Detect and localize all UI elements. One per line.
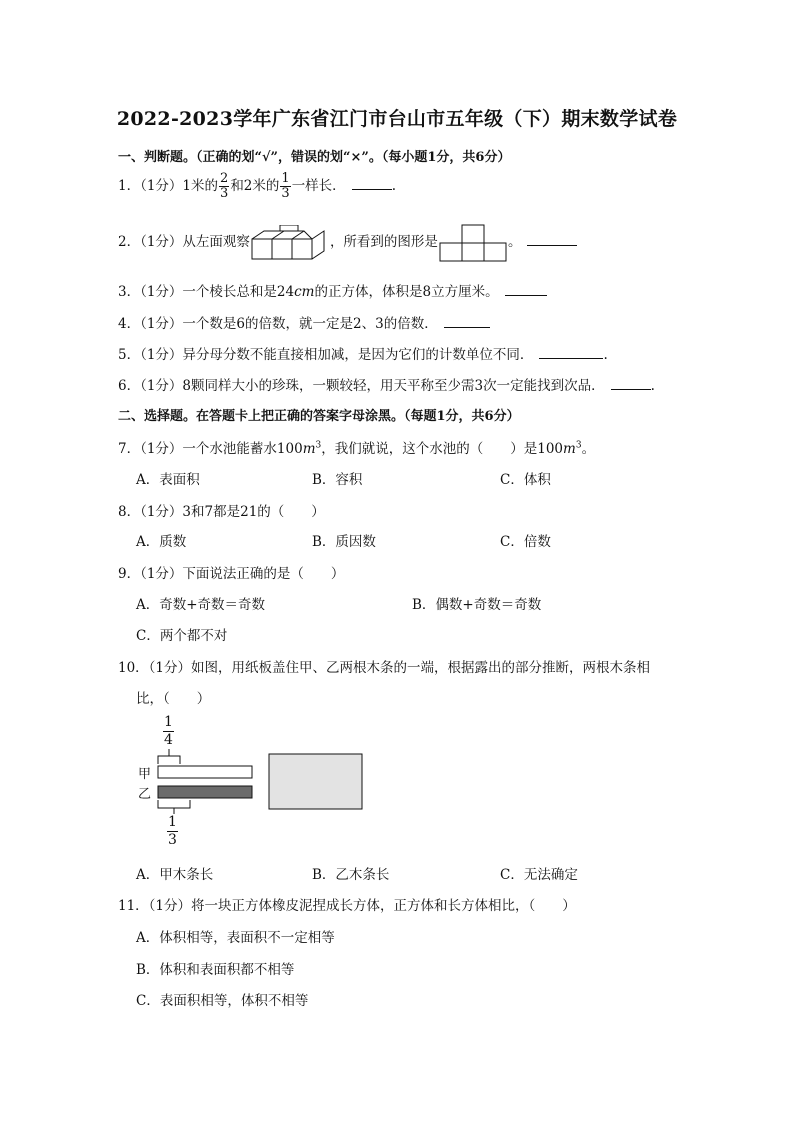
q8-option-c[interactable]: C．倍数: [500, 534, 551, 550]
q10-option-c[interactable]: C．无法确定: [500, 867, 578, 883]
question-5: 5．（1分）异分母分数不能直接相加减，是因为它们的计数单位不同． .: [118, 347, 608, 363]
fraction-2-3: $\frac{2}{3}$: [220, 171, 229, 201]
q1-suffix: 一样长．: [291, 178, 346, 194]
fraction-1-3: $\frac{1}{3}$: [281, 171, 290, 201]
question-3: 3．（1分）一个棱长总和是24cm的正方体，体积是8立方厘米。: [118, 280, 547, 300]
question-1: 1．（1分）1米的 $\frac{2}{3}$ 和2米的 $\frac{1}{3}$ 一样长． .: [118, 171, 396, 201]
answer-blank[interactable]: [352, 177, 392, 190]
q7-option-c[interactable]: C．体积: [500, 472, 551, 488]
answer-blank[interactable]: [611, 377, 651, 390]
q1-prefix: 1．（1分）1米的: [118, 178, 219, 194]
question-9: 9．（1分）下面说法正确的是（ ）: [118, 566, 345, 582]
left-view-figure: [438, 223, 508, 263]
answer-blank[interactable]: [444, 315, 490, 328]
question-10-line-1: 10．（1分）如图，用纸板盖住甲、乙两根木条的一端，根据露出的部分推断，两根木条相: [118, 660, 651, 676]
fraction-1-3-bottom: $\frac{1}{3}$: [168, 814, 177, 848]
q8-option-a[interactable]: A．质数: [136, 534, 187, 550]
q2-prefix: 2．（1分）从左面观察: [118, 234, 250, 250]
q9-option-b[interactable]: B．偶数+奇数＝奇数: [412, 597, 542, 613]
section-heading-choice: 二、选择题。在答题卡上把正确的答案字母涂黑。（每题1分，共6分）: [118, 409, 520, 424]
q9-option-a[interactable]: A．奇数+奇数＝奇数: [136, 597, 266, 613]
answer-blank[interactable]: [539, 346, 603, 359]
q11-option-c[interactable]: C．表面积相等，体积不相等: [136, 993, 309, 1009]
page-title: 2022-2023学年广东省江门市台山市五年级（下）期末数学试卷: [116, 108, 678, 130]
answer-blank[interactable]: [527, 233, 577, 246]
question-10-line-2: 比，（ ）: [136, 691, 211, 707]
q2-mid: ，所看到的图形是: [329, 234, 438, 250]
question-8: 8．（1分）3和7都是21的（ ）: [118, 504, 325, 520]
q7-option-a[interactable]: A．表面积: [136, 472, 200, 488]
q11-option-a[interactable]: A．体积相等，表面积不一定相等: [136, 930, 335, 946]
answer-blank[interactable]: [505, 283, 547, 296]
q1-mid: 和2米的: [230, 178, 280, 194]
q10-option-b[interactable]: B．乙木条长: [312, 867, 390, 883]
label-yi: 乙: [138, 787, 152, 802]
question-6: 6．（1分）8颗同样大小的珍珠，一颗较轻，用天平称至少需3次一定能找到次品． .: [118, 378, 655, 394]
question-4: 4．（1分）一个数是6的倍数，就一定是2、3的倍数．: [118, 312, 490, 332]
q8-option-b[interactable]: B．质因数: [312, 534, 376, 550]
q7-option-b[interactable]: B．容积: [312, 472, 363, 488]
question-7: 7．（1分）一个水池能蓄水$100m^3$，我们就说，这个水池的（ ）是$100m^3$。: [118, 440, 596, 457]
label-jia: 甲: [138, 767, 152, 782]
wood-strips-figure: [136, 712, 366, 852]
q11-option-b[interactable]: B．体积和表面积都不相等: [136, 962, 295, 978]
question-2: 2．（1分）从左面观察 ，所看到的图形是 。: [118, 222, 577, 262]
q10-option-a[interactable]: A．甲木条长: [136, 867, 214, 883]
fraction-1-4: $\frac{1}{4}$: [164, 714, 173, 748]
q9-option-c[interactable]: C．两个都不对: [136, 628, 228, 644]
cube-stack-figure: [250, 225, 330, 261]
question-11: 11．（1分）将一块正方体橡皮泥捏成长方体，正方体和长方体相比，（ ）: [118, 898, 576, 914]
section-heading-judgement: 一、判断题。（正确的划“√”，错误的划“×”。（每小题1分，共6分）: [118, 150, 511, 165]
